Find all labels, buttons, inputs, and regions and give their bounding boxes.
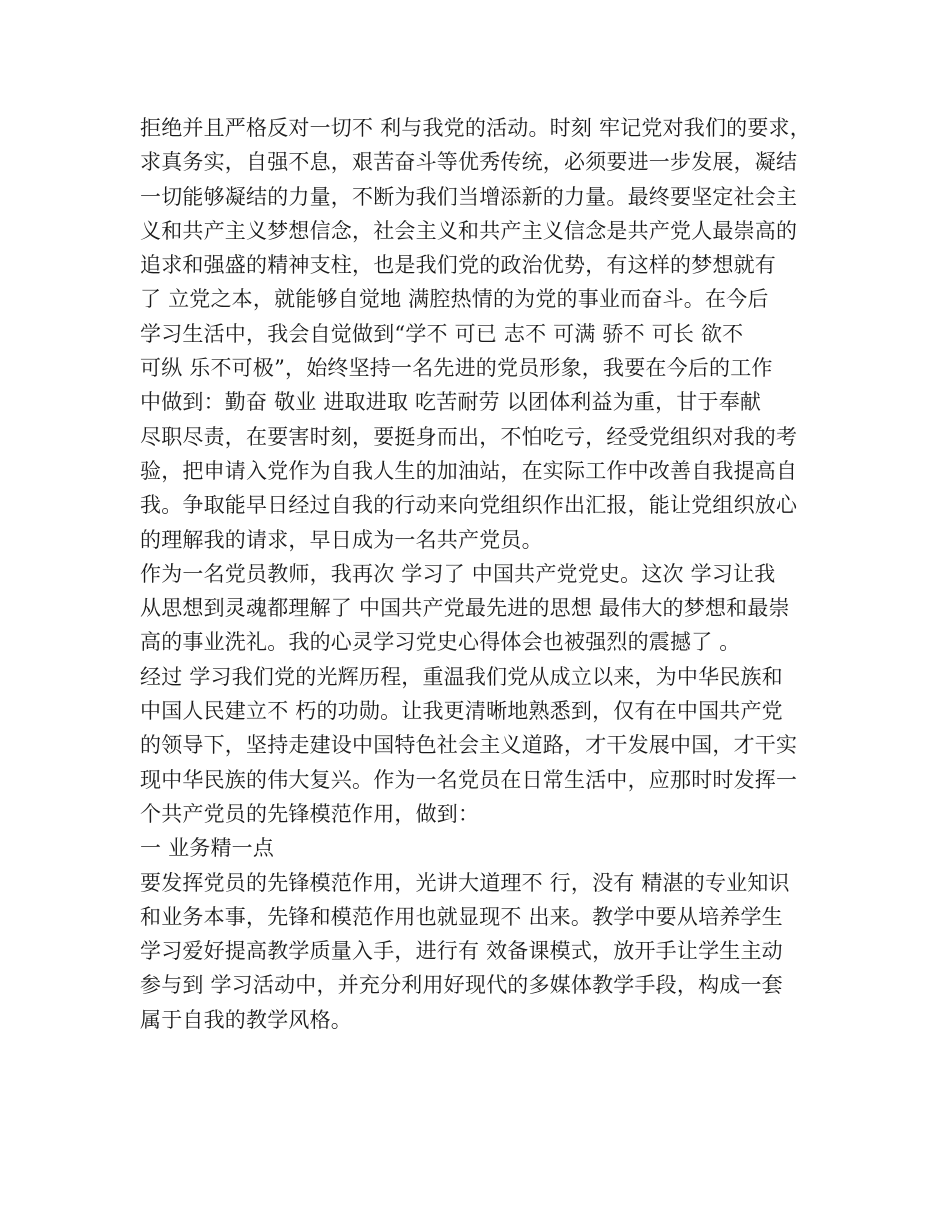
text-line: 经过 学习我们党的光辉历程，重温我们党从成立以来，为中华民族和 (140, 664, 783, 689)
text-line: 可纵 乐不可极”，始终坚持一名先进的党员形象，我要在今后的工作 (140, 356, 773, 381)
text-line: 拒绝并且严格反对一切不 利与我党的活动。时刻 牢记党对我们的要求， (140, 116, 811, 140)
text-line: 要发挥党员的先锋模范作用，光讲大道理不 行，没有 精湛的专业知识 (140, 870, 790, 895)
section-heading: 一 业务精一点 (140, 836, 275, 861)
text-line: 中国人民建立不 朽的功勋。让我更清晰地熟悉到，仅有在中国共产党 (140, 699, 783, 724)
text-line: 的理解我的请求，早日成为一名共产党员。 (140, 527, 543, 552)
text-line: 的领导下，坚持走建设中国特色社会主义道路，才干发展中国，才干实 (140, 733, 798, 758)
text-line: 一切能够凝结的力量，不断为我们当增添新的力量。最终要坚定社会主 (140, 184, 798, 209)
text-line: 尽职尽责，在要害时刻，要挺身而出，不怕吃亏，经受党组织对我的考 (140, 424, 798, 449)
text-line: 和业务本事，先锋和模范作用也就显现不 出来。教学中要从培养学生 (140, 904, 783, 929)
text-line: 属于自我的教学风格。 (140, 1007, 352, 1032)
text-line: 个共产党员的先锋模范作用，做到： (140, 801, 480, 826)
text-line: 了 立党之本，就能够自觉地 满腔热情的为党的事业而奋斗。在今后 (140, 287, 769, 312)
text-line: 学习爱好提高教学质量入手，进行有 效备课模式，放开手让学生主动 (140, 939, 783, 964)
text-line: 作为一名党员教师，我再次 学习了 中国共产党党史。这次 学习让我 (140, 561, 776, 586)
document-body (140, 111, 830, 1037)
text-line: 现中华民族的伟大复兴。作为一名党员在日常生活中，应那时时发挥一 (140, 767, 798, 792)
text-line: 参与到 学习活动中，并充分利用好现代的多媒体教学手段，构成一套 (140, 973, 783, 998)
text-line: 中做到：勤奋 敬业 进取进取 吃苦耐劳 以团体利益为重，甘于奉献 (140, 390, 762, 415)
text-line: 义和共产主义梦想信念，社会主义和共产主义信念是共产党人最崇高的 (140, 218, 798, 243)
text-line: 从思想到灵魂都理解了 中国共产党最先进的思想 最伟大的梦想和最崇 (140, 596, 790, 621)
text-line: 验，把申请入党作为自我人生的加油站，在实际工作中改善自我提高自 (140, 458, 798, 483)
text-line: 我。争取能早日经过自我的行动来向党组织作出汇报，能让党组织放心 (140, 493, 798, 518)
text-line: 高的事业洗礼。我的心灵学习党史心得体会也被强烈的震撼了 。 (140, 630, 741, 655)
text-line: 追求和强盛的精神支柱，也是我们党的政治优势，有这样的梦想就有 (140, 253, 776, 278)
text-line: 求真务实，自强不息，艰苦奋斗等优秀传统，必须要进一步发展，凝结 (140, 150, 798, 175)
text-line: 学习生活中，我会自觉做到“学不 可已 志不 可满 骄不 可长 欲不 (140, 321, 744, 346)
